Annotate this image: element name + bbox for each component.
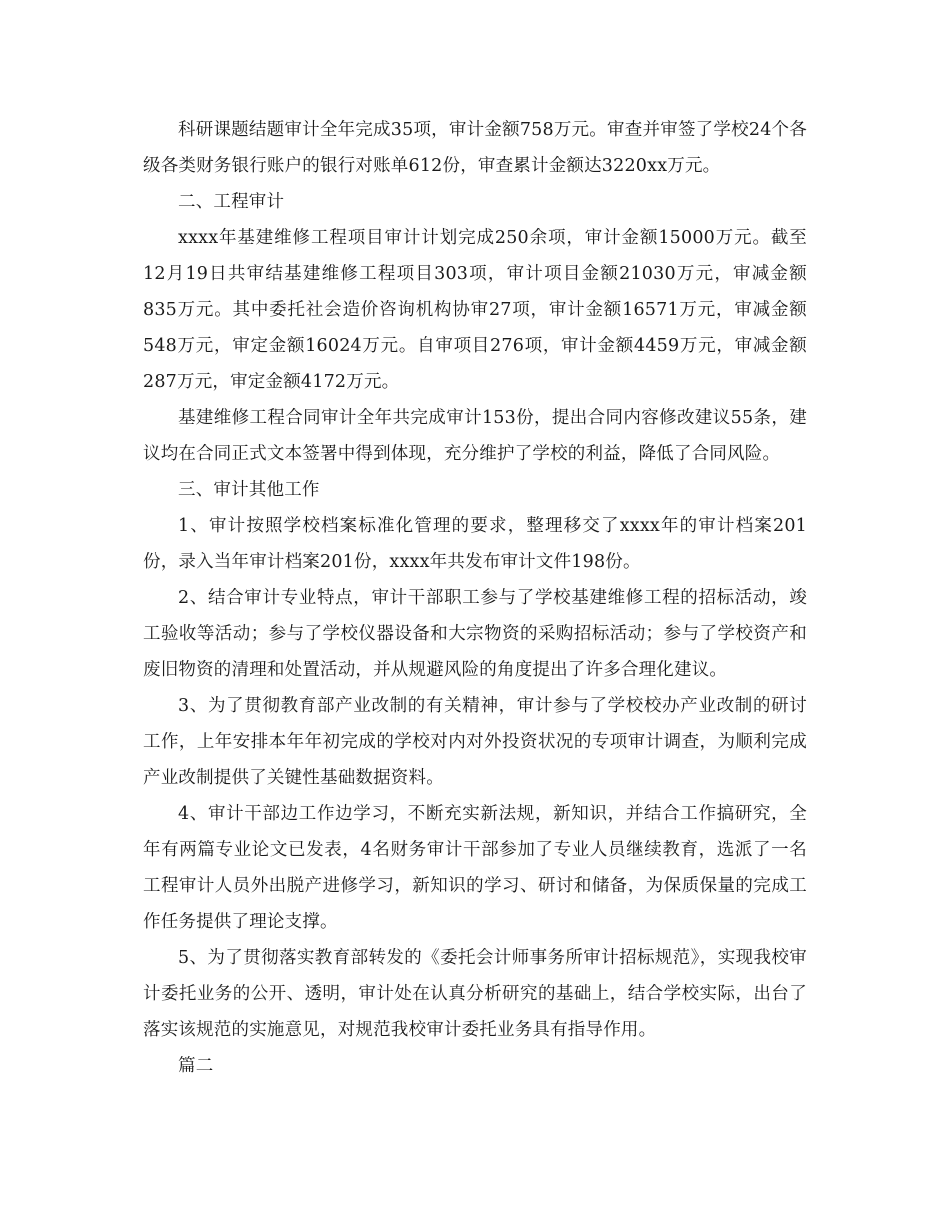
paragraph-research-audit: 科研课题结题审计全年完成35项，审计金额758万元。审查并审签了学校24个各级各类财务银行账户的银行对账单612份，审查累计金额达3220xx万元。 (143, 120, 807, 176)
section-heading-part-two: 篇二 (178, 1056, 214, 1076)
list-item-tendering: 2、结合审计专业特点，审计干部职工参与了学校基建维修工程的招标活动，竣工验收等活动；参与了学校仪器设备和大宗物资的采购招标活动；参与了学校资产和废旧物资的清理和处置活动，并从规避风险的角度提出了许多合理化建议。 (143, 588, 807, 680)
document-body (143, 112, 807, 1084)
section-heading-other-work: 三、审计其他工作 (178, 480, 320, 500)
paragraph-contract-audit: 基建维修工程合同审计全年共完成审计153份，提出合同内容修改建议55条，建议均在合同正式文本签署中得到体现，充分维护了学校的利益，降低了合同风险。 (143, 408, 807, 464)
section-heading-engineering-audit: 二、工程审计 (178, 192, 285, 212)
paragraph-engineering-projects: xxxx年基建维修工程项目审计计划完成250余项，审计金额15000万元。截至12月19日共审结基建维修工程项目303项，审计项目金额21030万元，审减金额835万元。其中委托社会造价咨询机构协审27项，审计金额16571万元，审减金额548万元，审定金额16024万元。自审项目276项，审计金额4459万元，审减金额287万元，审定金额4172万元。 (143, 228, 807, 392)
list-item-industry-reform: 3、为了贯彻教育部产业改制的有关精神，审计参与了学校校办产业改制的研讨工作，上年安排本年年初完成的学校对内对外投资状况的专项审计调查，为顺利完成产业改制提供了关键性基础数据资料。 (143, 696, 807, 788)
list-item-archives: 1、审计按照学校档案标准化管理的要求，整理移交了xxxx年的审计档案201份，录入当年审计档案201份，xxxx年共发布审计文件198份。 (143, 516, 807, 572)
list-item-regulation: 5、为了贯彻落实教育部转发的《委托会计师事务所审计招标规范》，实现我校审计委托业务的公开、透明，审计处在认真分析研究的基础上，结合学校实际，出台了落实该规范的实施意见，对规范我校审计委托业务具有指导作用。 (143, 948, 807, 1040)
list-item-study: 4、审计干部边工作边学习，不断充实新法规，新知识，并结合工作搞研究，全年有两篇专业论文已发表，4名财务审计干部参加了专业人员继续教育，选派了一名工程审计人员外出脱产进修学习，新知识的学习、研讨和储备，为保质保量的完成工作任务提供了理论支撑。 (143, 804, 807, 932)
